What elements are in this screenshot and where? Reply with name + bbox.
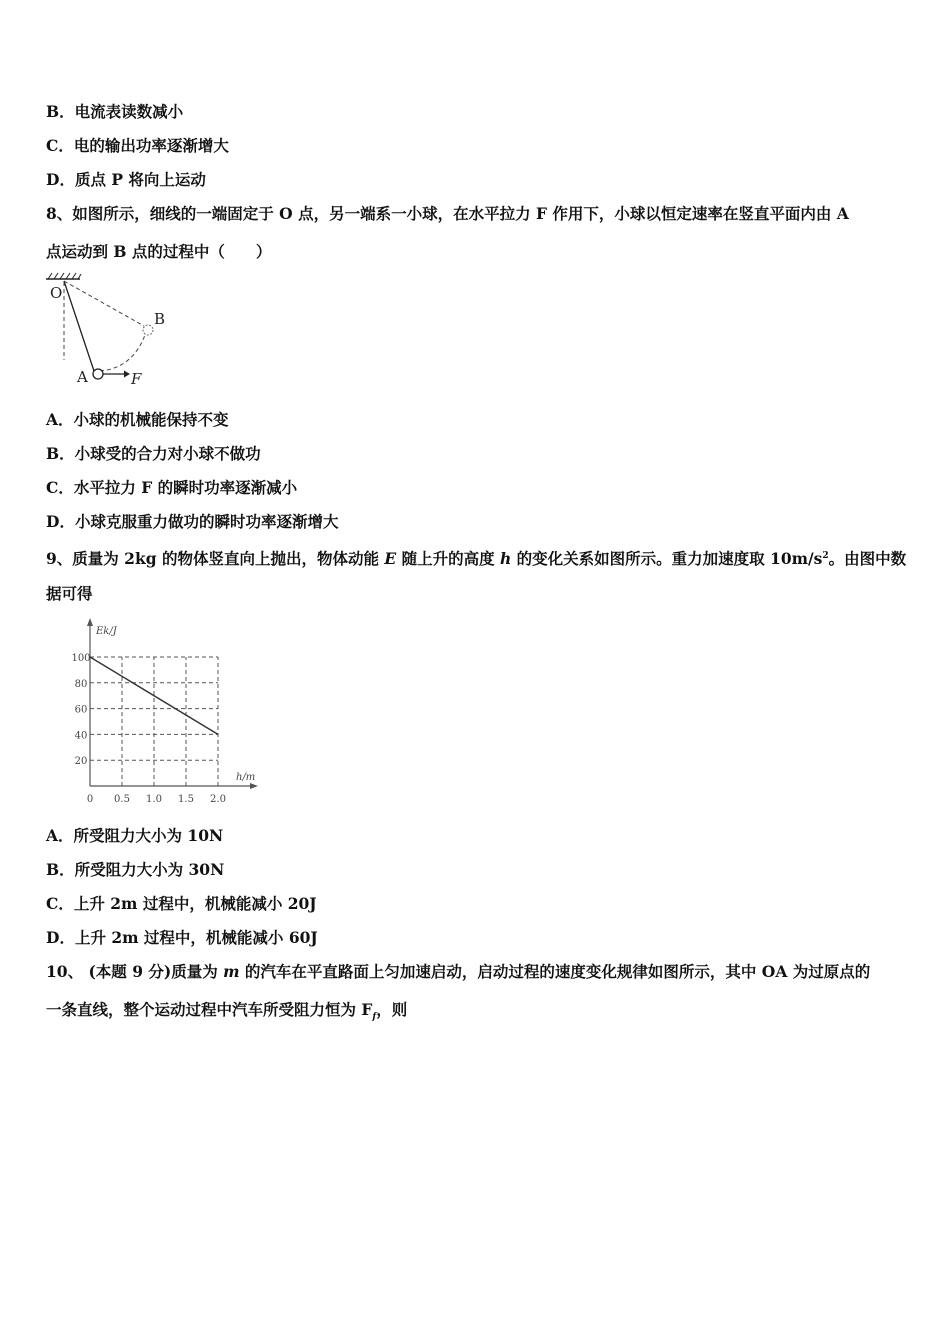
ceiling-support — [46, 273, 81, 279]
q9-symbol-e: E — [384, 549, 397, 569]
x-tick-labels — [87, 794, 226, 805]
x-tick-label: 1.5 — [178, 794, 194, 805]
q9-option-c: C．上升 2m 过程中，机械能减小 20J — [46, 894, 317, 913]
y-tick-label: 40 — [74, 730, 88, 742]
y-tick-labels — [71, 653, 90, 767]
ball-b — [143, 325, 153, 335]
q10-subscript: f — [372, 1012, 377, 1023]
q10-stem-line2 — [46, 1000, 407, 1027]
q9-symbol-h: h — [499, 549, 512, 569]
q8-option-a: A．小球的机械能保持不变 — [46, 410, 229, 429]
y-tick-label: 20 — [74, 756, 88, 768]
q8-option-c: C．水平拉力 F 的瞬时功率逐渐减小 — [46, 478, 298, 497]
y-tick-label: 60 — [74, 704, 88, 716]
x-tick-label: 0 — [86, 794, 94, 805]
x-tick-label: 0.5 — [114, 794, 130, 805]
y-tick-label: 80 — [74, 678, 88, 690]
arc-path — [100, 332, 146, 371]
x-tick-label: 2.0 — [210, 794, 226, 805]
ball-a — [93, 369, 103, 379]
q9-option-d: D．上升 2m 过程中，机械能减小 60J — [46, 928, 318, 947]
q8-option-b: B．小球受的合力对小球不做功 — [46, 444, 261, 463]
label-a: A — [77, 368, 88, 386]
q10-stem-line1 — [46, 962, 870, 982]
q9-superscript: 2 — [822, 551, 829, 561]
q9-stem-line1 — [46, 546, 906, 569]
x-tick-label: 1.0 — [146, 794, 162, 805]
q7-option-b: B．电流表读数减小 — [46, 102, 184, 121]
q9-text-c: 的变化关系如图所示。重力加速度取 10m/s — [511, 549, 823, 569]
q7-option-d: D．质点 P 将向上运动 — [46, 170, 206, 189]
x-axis-arrowhead — [250, 783, 258, 789]
q10-text-c: 一条直线，整个运动过程中汽车所受阻力恒为 F — [46, 1000, 373, 1019]
label-b: B — [154, 310, 166, 328]
q8-stem-line2: 点运动到 B 点的过程中（ ） — [46, 242, 272, 261]
q9-option-b: B．所受阻力大小为 30N — [46, 860, 225, 879]
string-to-b — [64, 281, 144, 326]
q9-stem-line2: 据可得 — [46, 584, 93, 603]
q10-text-d: ，则 — [376, 1000, 408, 1019]
y-axis-arrowhead — [87, 618, 93, 626]
chart-grid — [90, 657, 218, 786]
q9-text-a: 9、质量为 2kg 的物体竖直向上抛出，物体动能 — [46, 549, 385, 569]
string-to-a — [64, 281, 94, 371]
q8-stem-line1: 8、如图所示，细线的一端固定于 O 点，另一端系一小球，在水平拉力 F 作用下，小球以恒定速率在竖直平面内由 A — [46, 204, 849, 223]
q9-option-a: A．所受阻力大小为 10N — [46, 826, 224, 845]
q8-option-d: D．小球克服重力做功的瞬时功率逐渐增大 — [46, 512, 339, 531]
pendulum-figure — [44, 270, 184, 390]
q7-option-c: C．电的输出功率逐渐增大 — [46, 136, 229, 155]
label-o: O — [50, 284, 63, 302]
q10-symbol-m: m — [223, 962, 240, 981]
y-axis-title: Ek/J — [96, 626, 117, 637]
q9-text-d: 。由图中数 — [828, 549, 907, 569]
ek-h-chart — [56, 618, 268, 808]
x-axis-title: h/m — [236, 772, 256, 783]
y-tick-label: 100 — [71, 653, 91, 664]
q10-text-b: 的汽车在平直路面上匀加速启动，启动过程的速度变化规律如图所示，其中 OA 为过原点的 — [239, 962, 871, 981]
label-f: F — [131, 370, 142, 388]
q9-text-b: 随上升的高度 — [396, 549, 500, 569]
force-arrowhead — [124, 371, 130, 378]
q10-text-a: 10、 (本题 9 分)质量为 — [46, 962, 224, 981]
